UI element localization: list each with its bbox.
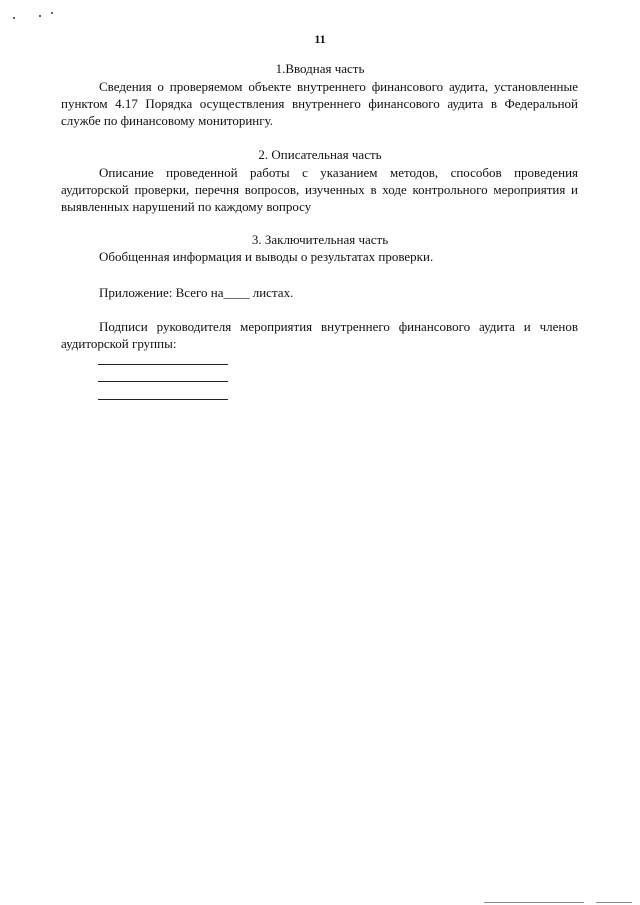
scan-artifact-edge bbox=[596, 902, 632, 903]
section-heading-descriptive: 2. Описательная часть bbox=[258, 147, 382, 162]
section-text-conclusion: Обобщенная информация и выводы о результатах проверки. bbox=[99, 249, 434, 264]
attachment-note: Приложение: Всего на____ листах. bbox=[99, 285, 294, 300]
section-text-descriptive: Описание проведенной работы с указанием методов, способов проведения аудиторской проверки, перечня вопросов, изученных в ходе контрольного мероприятия и выявленных нарушений по каждому вопросу bbox=[61, 165, 578, 214]
signature-line bbox=[98, 399, 228, 400]
signatures-caption: Подписи руководителя мероприятия внутреннего финансового аудита и членов аудиторской группы: bbox=[61, 319, 578, 351]
scan-artifact-edge bbox=[484, 902, 584, 903]
signature-line bbox=[98, 381, 228, 382]
section-text-introduction: Сведения о проверяемом объекте внутреннего финансового аудита, установленные пунктом 4.17 Порядка осуществления внутреннего финансового аудита в Федеральной службе по финансовому мониторингу. bbox=[61, 79, 578, 128]
scan-artifact-dot bbox=[13, 17, 15, 19]
section-heading-introduction: 1.Вводная часть bbox=[275, 61, 365, 76]
scan-artifact-dot bbox=[51, 12, 53, 14]
page-number: 11 bbox=[314, 32, 326, 46]
section-heading-conclusion: 3. Заключительная часть bbox=[251, 232, 389, 247]
scan-artifact-dot bbox=[39, 15, 41, 17]
signature-line bbox=[98, 364, 228, 365]
